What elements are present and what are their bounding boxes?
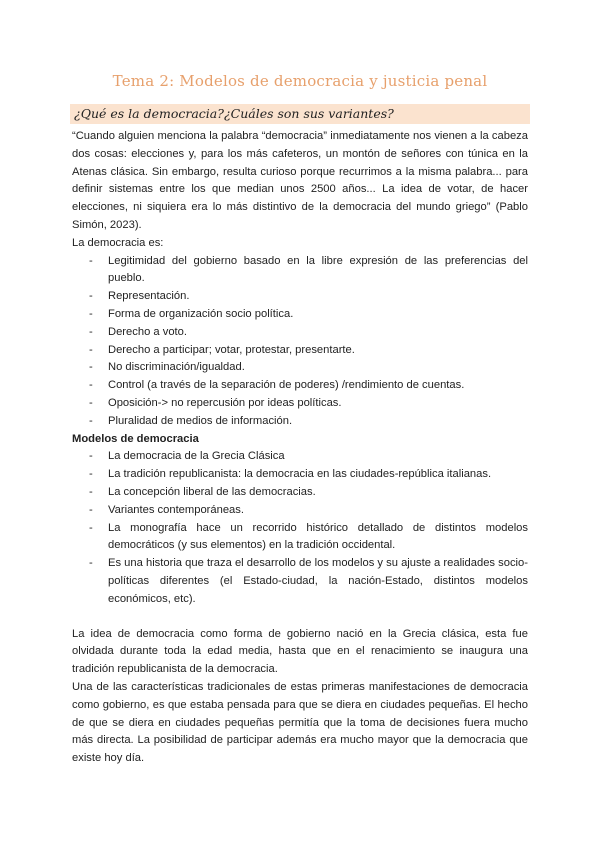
- list-item: - La democracia de la Grecia Clásica: [72, 448, 528, 466]
- list-item: - La tradición republicanista: la democracia en las ciudades-república italianas.: [72, 466, 528, 484]
- list-item: - La monografía hace un recorrido histórico detallado de distintos modelos democráticos (y sus elementos) en la tradición occidental.: [72, 520, 528, 556]
- list-item: - Variantes contemporáneas.: [72, 502, 528, 520]
- definition-list: [72, 253, 528, 431]
- list-item: - Legitimidad del gobierno basado en la libre expresión de las preferencias del pueblo.: [72, 253, 528, 289]
- section-heading: ¿Qué es la democracia?¿Cuáles son sus variantes?: [74, 106, 394, 121]
- body-paragraph-1: La idea de democracia como forma de gobierno nació en la Grecia clásica, esta fue olvidada durante toda la edad media, hasta que en el renacimiento se inaugura una tradición republicanista de la democracia.: [72, 627, 528, 676]
- list-item: - Forma de organización socio política.: [72, 306, 528, 324]
- intro-label: La democracia es:: [72, 236, 164, 249]
- models-list: [72, 448, 528, 608]
- models-heading: Modelos de democracia: [72, 432, 199, 445]
- quote-paragraph: “Cuando alguien menciona la palabra “democracia” inmediatamente nos vienen a la cabeza dos cosas: elecciones y, para los más cafeteros, un montón de señores con túnica en la Atenas clásica. Sin embargo, resulta curioso porque recurrimos a la misma palabra... para definir sistemas entre los que median unos 2500 años... La idea de votar, de hacer elecciones, ni siquiera era lo más distintivo de la democracia del mundo griego” (Pablo Simón, 2023).: [72, 130, 528, 231]
- document-title: Tema 2: Modelos de democracia y justicia penal: [112, 72, 488, 90]
- body-paragraph-2: Una de las características tradicionales de estas primeras manifestaciones de democracia como gobierno, es que estaba pensada para que se diera en ciudades pequeñas. El hecho de que se diera en ciudades pequeñas permitía que la toma de decisiones fuera mucho más directa. La posibilidad de participar además era mucho mayor que la democracia que existe hoy día.: [72, 680, 528, 765]
- list-item: - Representación.: [72, 288, 528, 306]
- list-item: - No discriminación/igualdad.: [72, 359, 528, 377]
- list-item: - La concepción liberal de las democracias.: [72, 484, 528, 502]
- list-item: - Pluralidad de medios de información.: [72, 413, 528, 431]
- document-body: [72, 128, 528, 768]
- list-item: - Derecho a voto.: [72, 324, 528, 342]
- list-item: - Oposición-> no repercusión por ideas políticas.: [72, 395, 528, 413]
- list-item: - Derecho a participar; votar, protestar, presentarte.: [72, 342, 528, 360]
- spacer: [72, 609, 528, 626]
- list-item: - Es una historia que traza el desarrollo de los modelos y su ajuste a realidades socio-políticas diferentes (el Estado-ciudad, la nación-Estado, distintos modelos económicos, etc).: [72, 555, 528, 608]
- section-heading-bar: [70, 104, 530, 124]
- list-item: - Control (a través de la separación de poderes) /rendimiento de cuentas.: [72, 377, 528, 395]
